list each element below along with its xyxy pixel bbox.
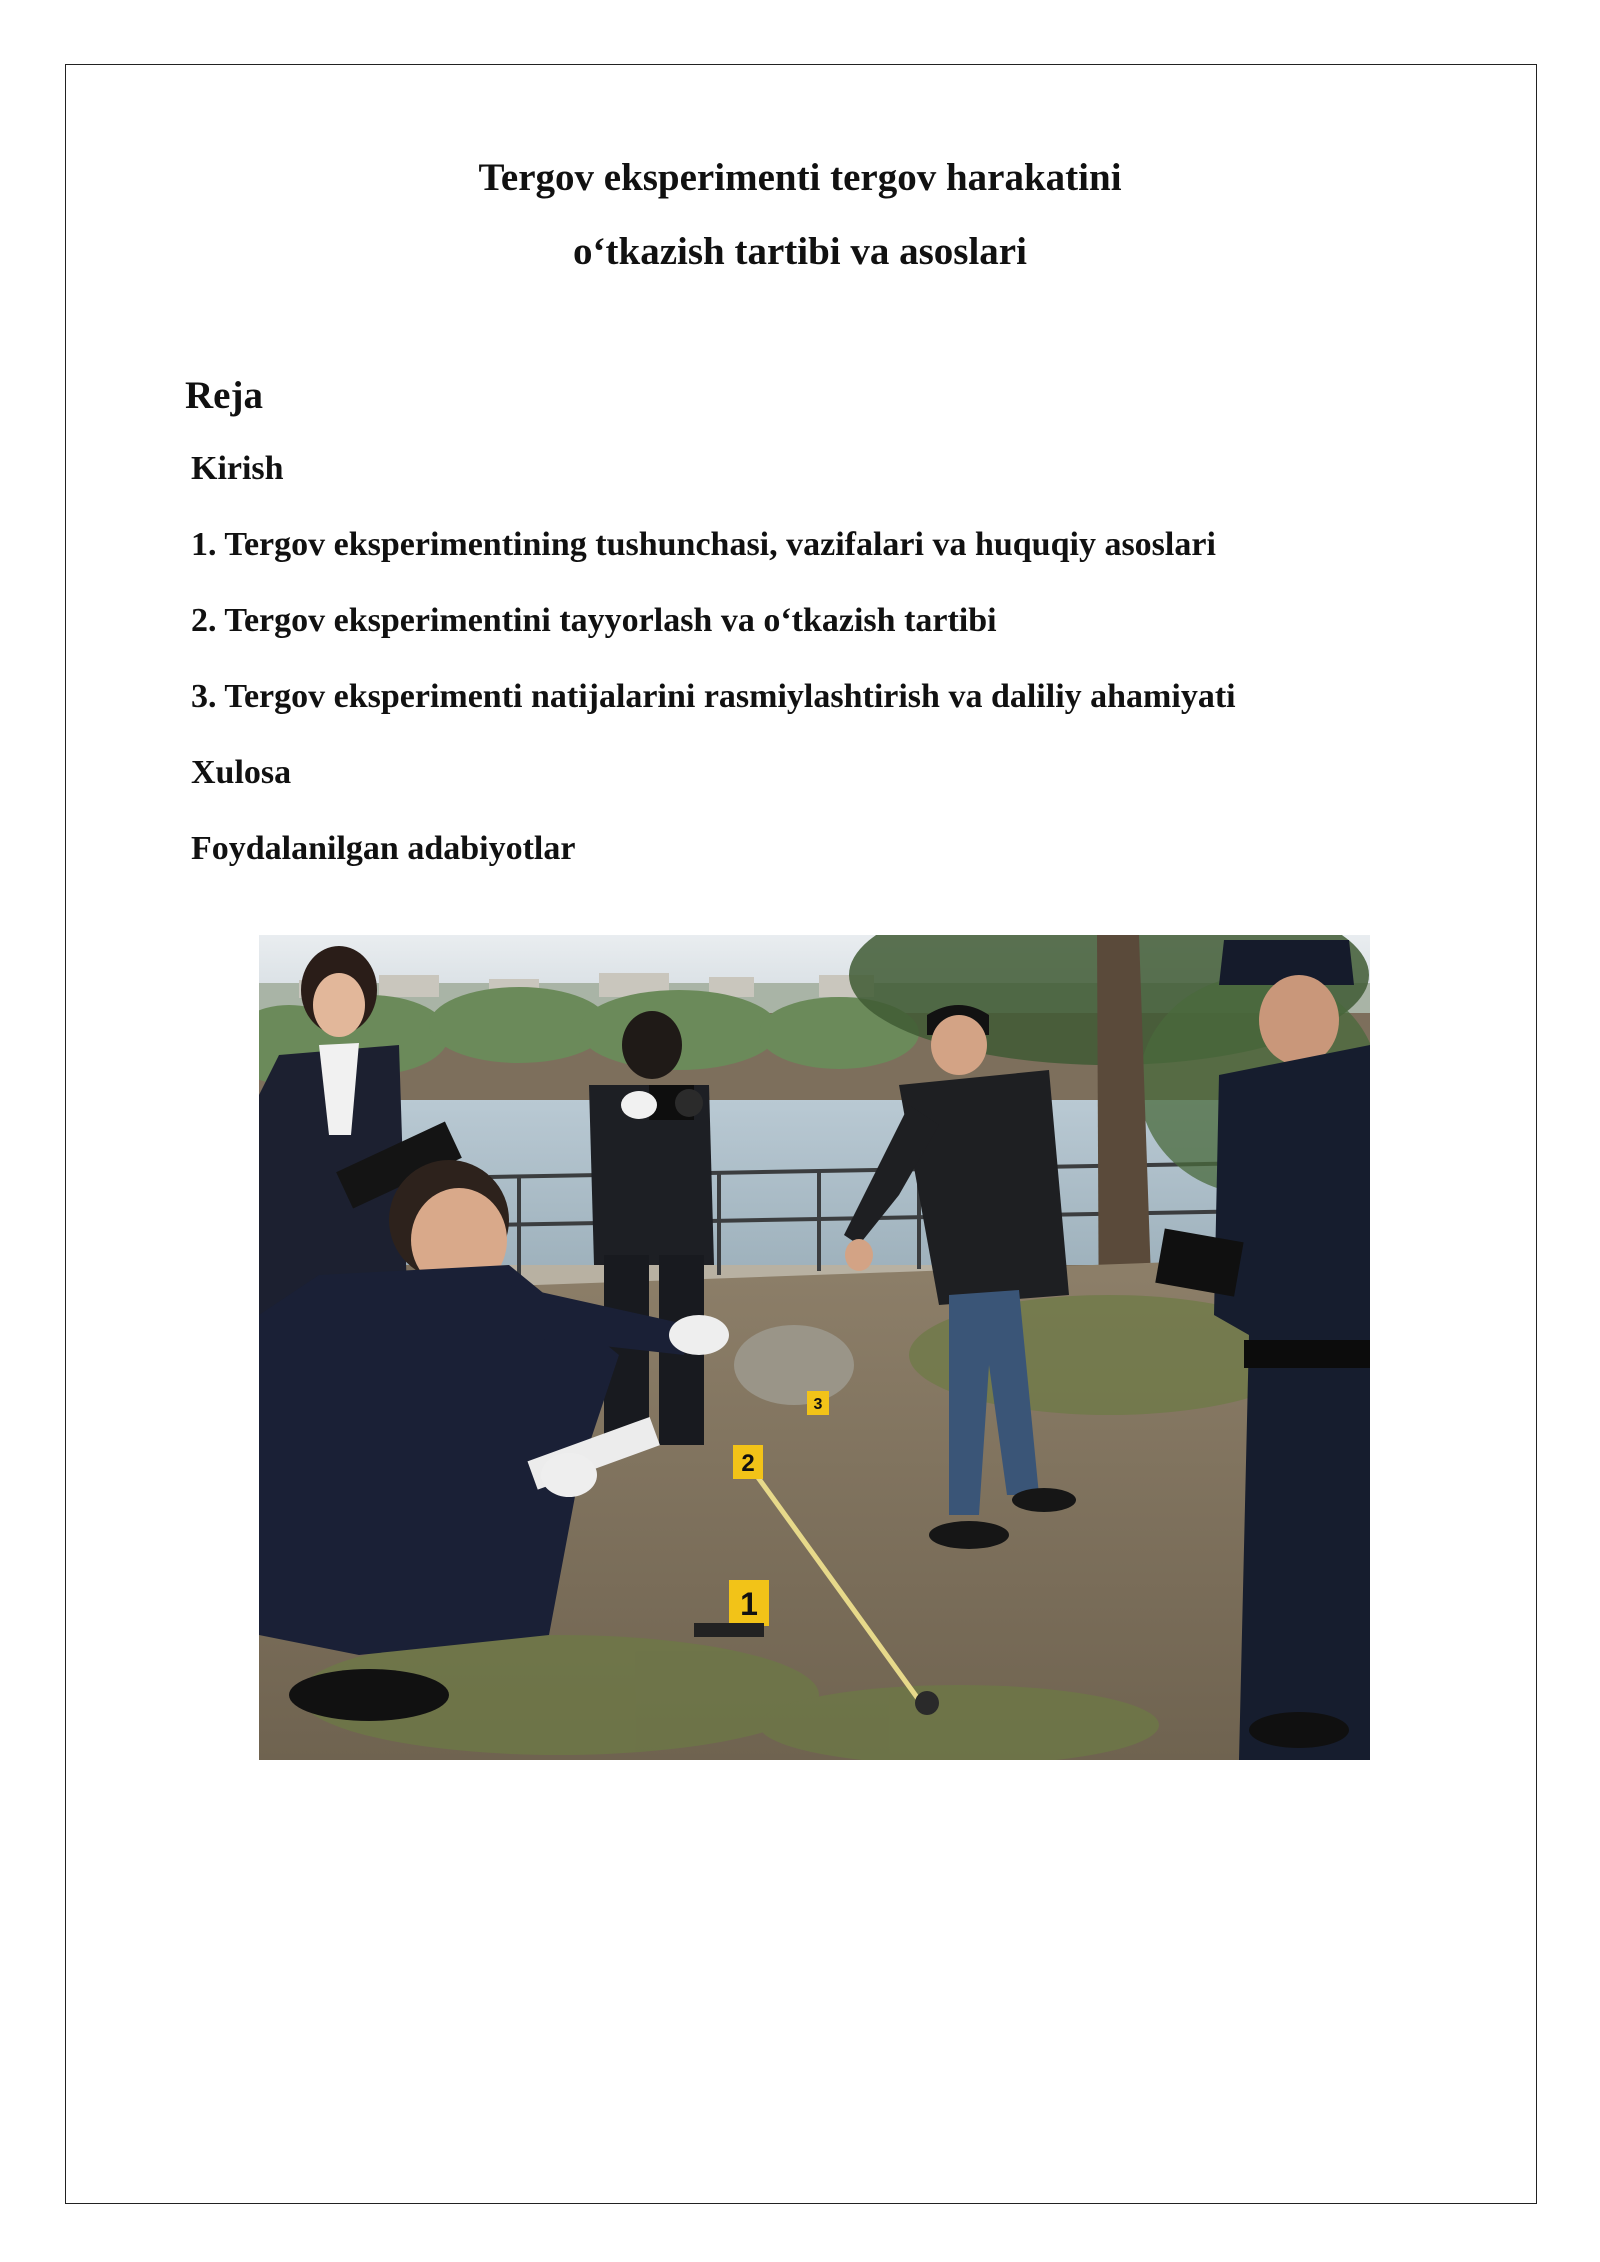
evidence-marker-2 — [733, 1445, 763, 1479]
document-title-line-2: o‘tkazish tartibi va asoslari — [573, 230, 1027, 273]
plan-item-conclusion: Xulosa — [191, 754, 292, 791]
crime-scene-illustration — [259, 935, 1370, 1760]
plan-item-3: 3. Tergov eksperimenti natijalarini rasmiylashtirish va daliliy ahamiyati — [191, 678, 1236, 715]
plan-item-references: Foydalanilgan adabiyotlar — [191, 830, 576, 867]
svg-text:2: 2 — [741, 1450, 755, 1477]
tape-measure-reel — [915, 1691, 939, 1715]
evidence-marker-1 — [729, 1580, 769, 1626]
plan-item-2: 2. Tergov eksperimentini tayyorlash va o‘tkazish tartibi — [191, 602, 997, 639]
crime-scene-photo — [259, 935, 1370, 1760]
svg-text:1: 1 — [740, 1586, 758, 1622]
boulder — [734, 1325, 854, 1405]
plan-item-1: 1. Tergov eksperimentining tushunchasi, vazifalari va huquqiy asoslari — [191, 526, 1216, 563]
document-title-line-1: Tergov eksperimenti tergov harakatini — [478, 156, 1122, 199]
plan-item-introduction: Kirish — [191, 450, 284, 487]
plan-heading: Reja — [185, 374, 263, 417]
evidence-object — [694, 1623, 764, 1637]
svg-text:3: 3 — [813, 1396, 823, 1413]
evidence-marker-3 — [807, 1391, 829, 1415]
